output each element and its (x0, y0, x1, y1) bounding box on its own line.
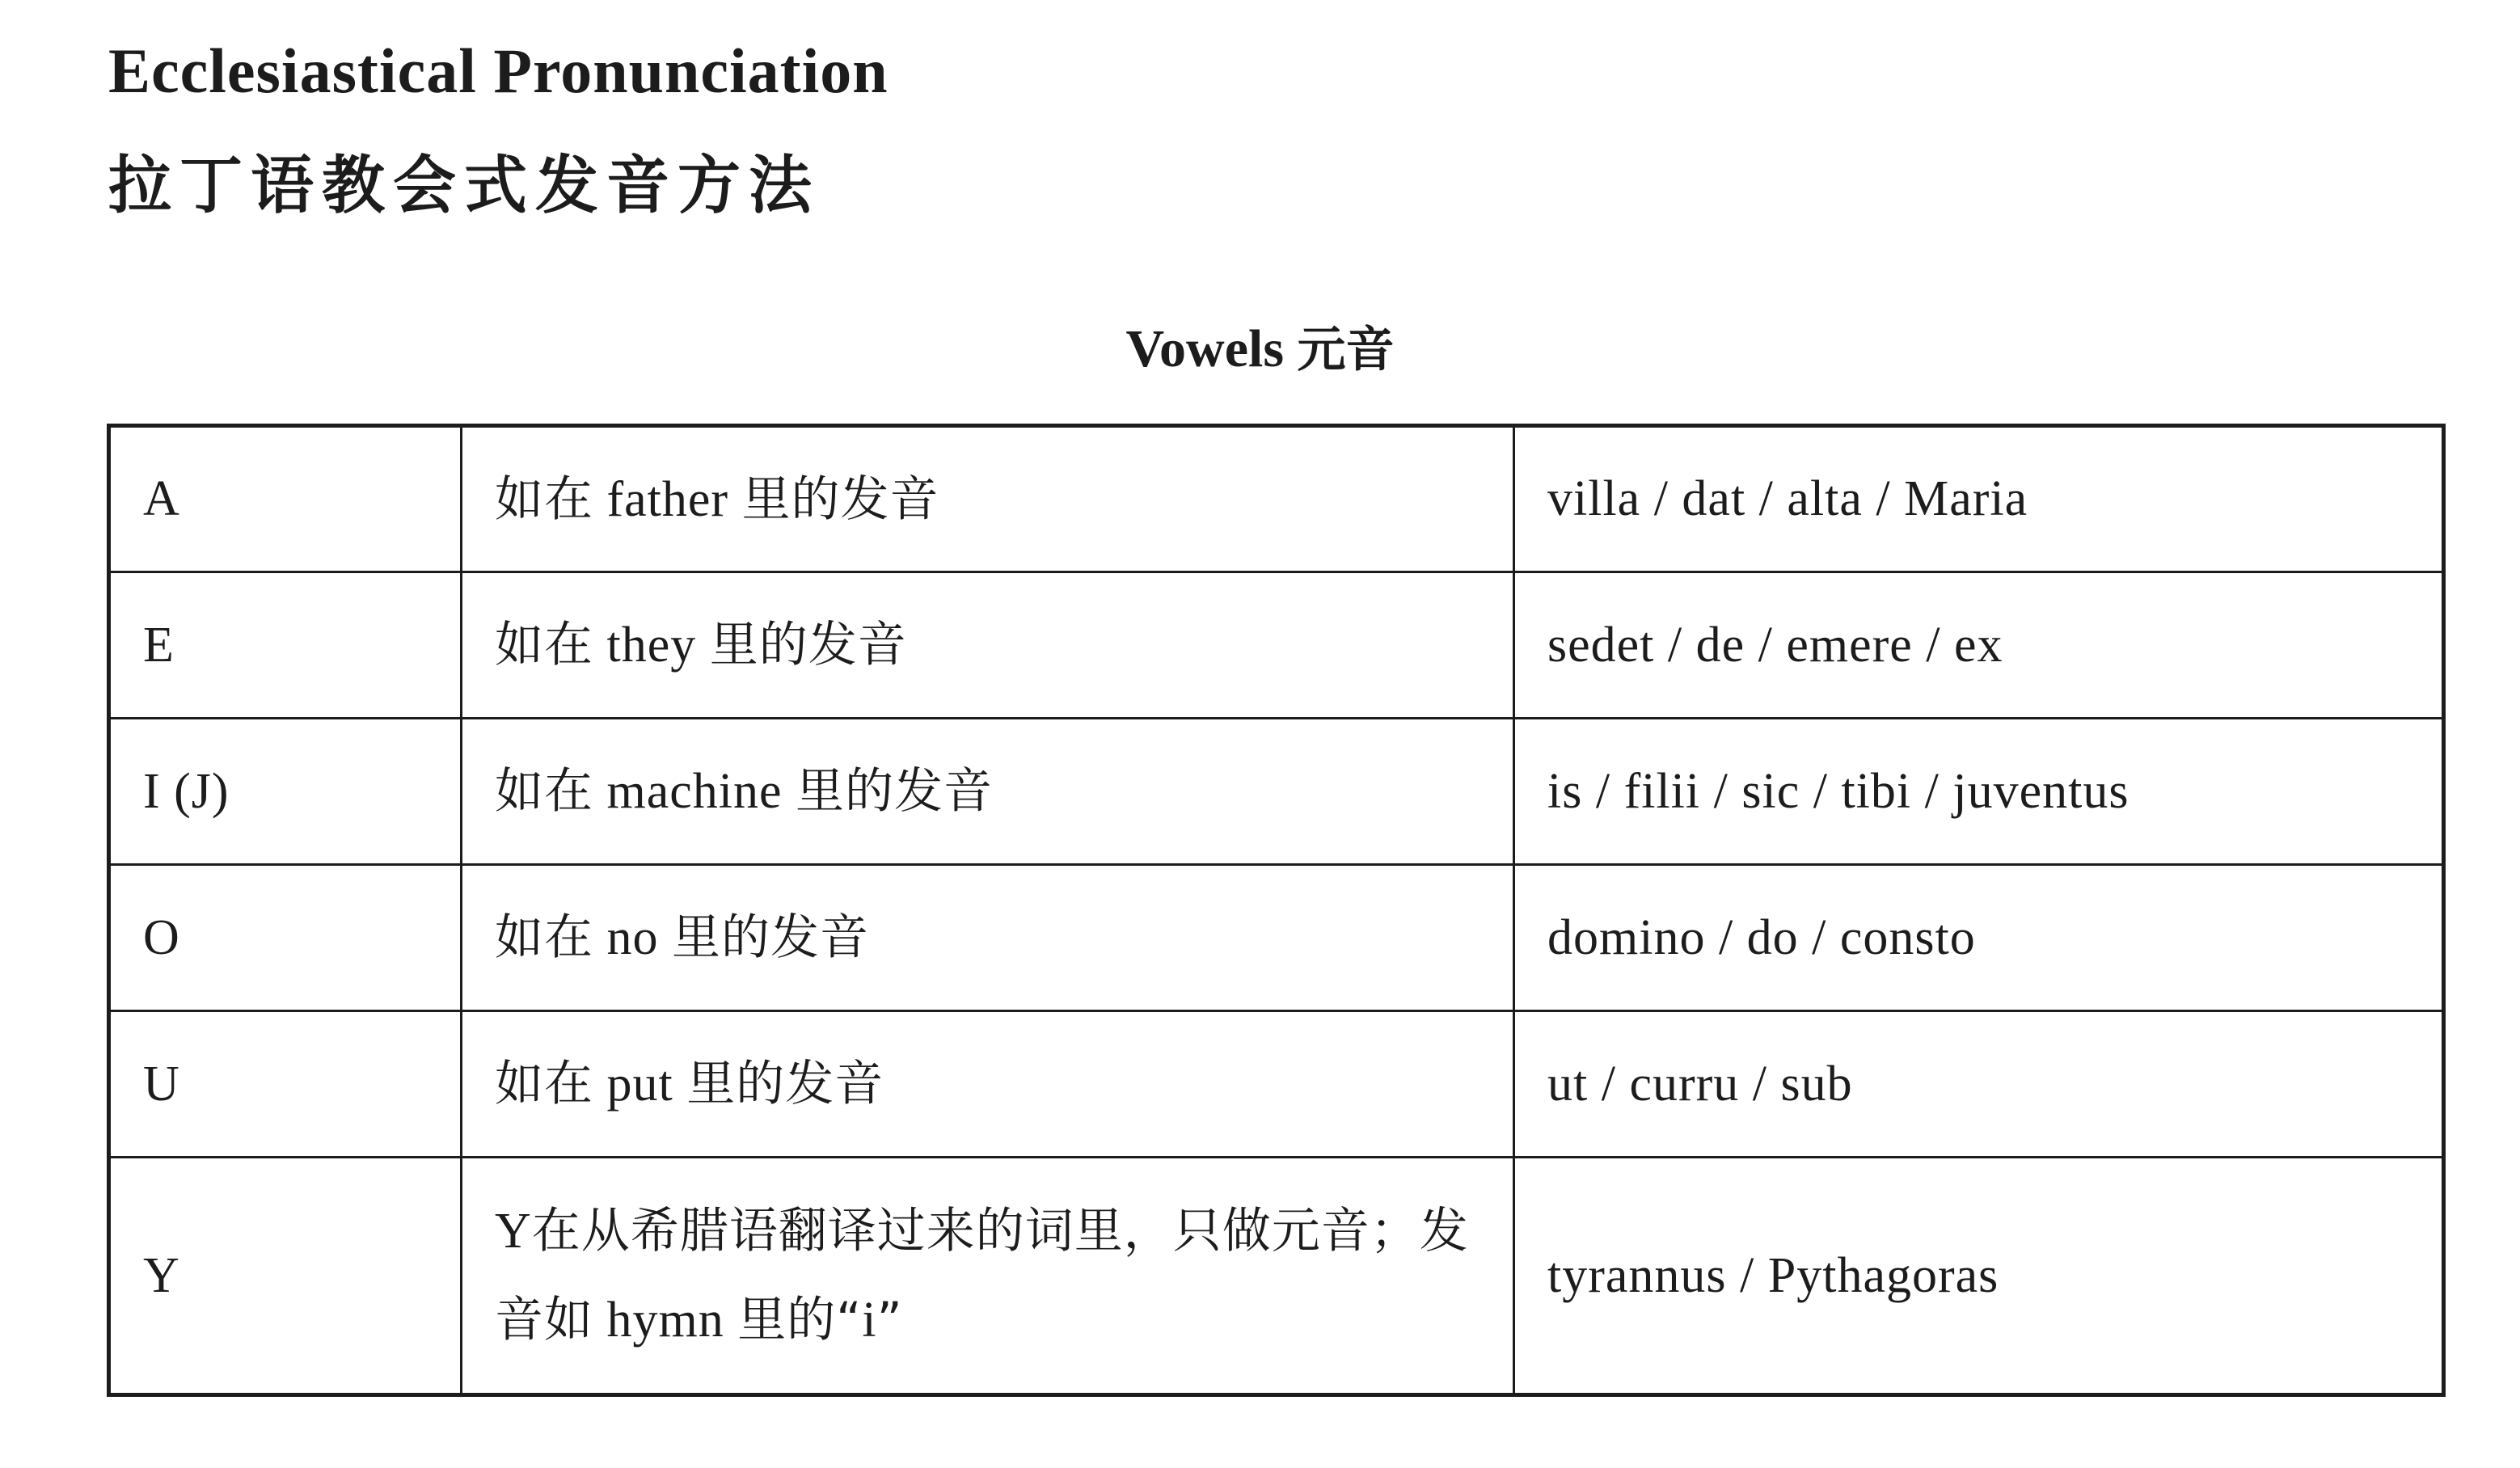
section-title-vowels: Vowels 元音 (1125, 319, 1395, 378)
table-row (109, 1158, 2444, 1395)
table-row (109, 572, 2444, 719)
vowels-table (107, 424, 2446, 1397)
vowel-letter: O (109, 865, 462, 1011)
table-row (109, 865, 2444, 1011)
vowel-description: 如在 no 里的发音 (462, 865, 1514, 1011)
vowel-examples: domino / do / consto (1514, 865, 2444, 1011)
table-row (109, 719, 2444, 865)
vowel-examples: is / filii / sic / tibi / juventus (1514, 719, 2444, 865)
table-row (109, 426, 2444, 572)
vowel-letter: A (109, 426, 462, 572)
vowel-letter: U (109, 1011, 462, 1158)
vowel-description: 如在 they 里的发音 (462, 572, 1514, 719)
vowel-examples: villa / dat / alta / Maria (1514, 426, 2444, 572)
vowel-description: 如在 put 里的发音 (462, 1011, 1514, 1158)
table-row (109, 1011, 2444, 1158)
vowel-letter: E (109, 572, 462, 719)
page-title-english: Ecclesiastical Pronunciation (108, 36, 889, 106)
page-title-chinese: 拉丁语教会式发音方法 (108, 150, 821, 222)
vowel-letter: Y (109, 1158, 462, 1395)
vowel-examples: sedet / de / emere / ex (1514, 572, 2444, 719)
vowel-examples: tyrannus / Pythagoras (1514, 1158, 2444, 1395)
vowel-description: Y在从希腊语翻译过来的词里，只做元音；发音如 hymn 里的“i” (462, 1158, 1514, 1395)
vowel-examples: ut / curru / sub (1514, 1011, 2444, 1158)
vowel-letter: I (J) (109, 719, 462, 865)
vowel-description: 如在 father 里的发音 (462, 426, 1514, 572)
vowel-description: 如在 machine 里的发音 (462, 719, 1514, 865)
